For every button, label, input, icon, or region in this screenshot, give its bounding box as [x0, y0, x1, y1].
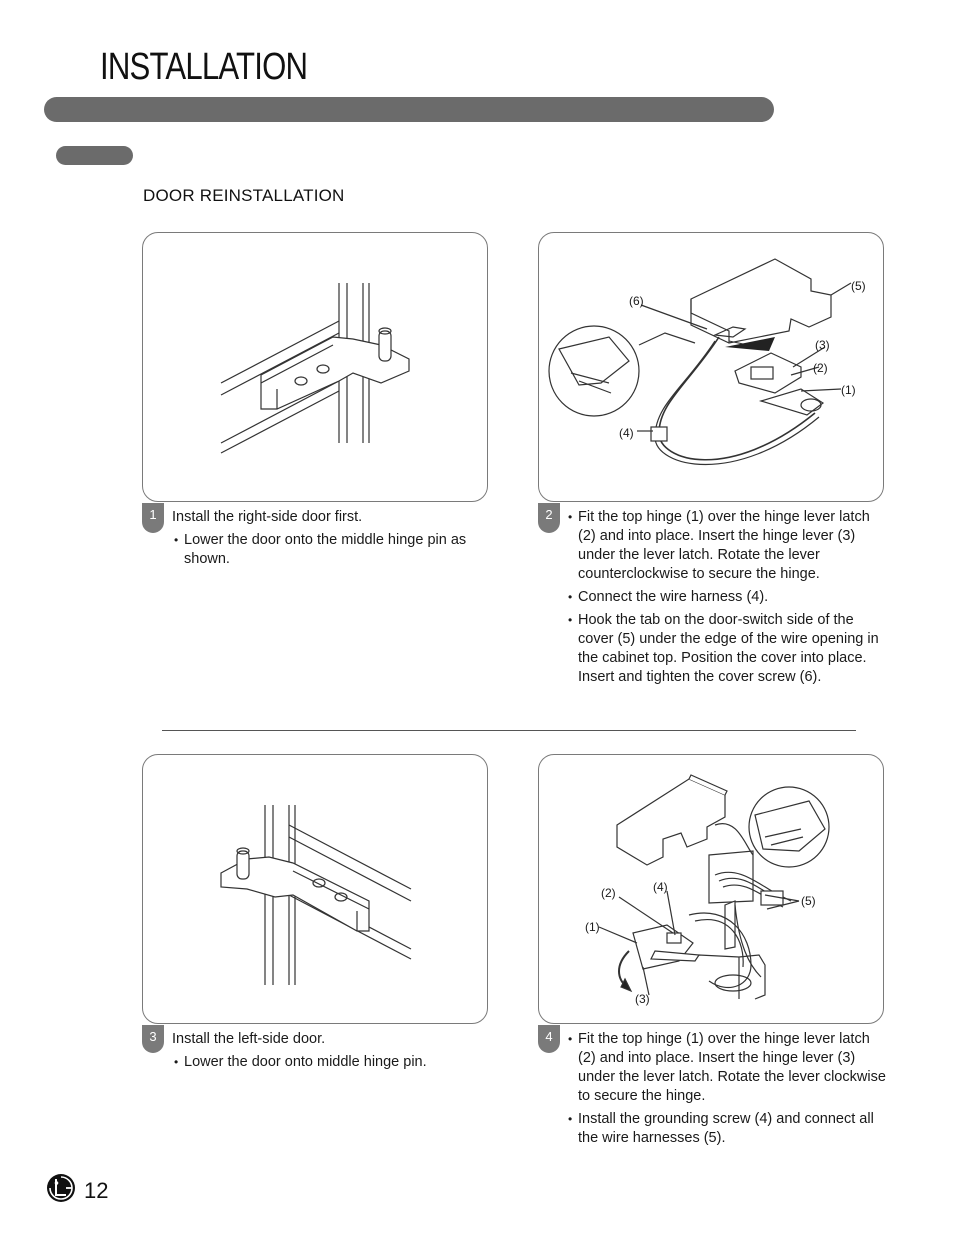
step-3-illustration-panel: [142, 754, 488, 1024]
step-1-intro: Install the right-side door first.: [172, 509, 363, 525]
step-4-bullet-1: • Fit the top hinge (1) over the hinge lever latch (2) and into place. Insert the hinge lever (3) under the lever latch. Rotate the lever clockwise to secure the hinge.: [568, 1030, 888, 1106]
step-4-illustration-panel: [538, 754, 884, 1024]
header-bar: [44, 97, 774, 122]
right-door-hinge-illustration: [143, 233, 488, 502]
step-3-bullet: • Lower the door onto middle hinge pin.: [174, 1053, 492, 1072]
callout-4: (4): [619, 426, 634, 440]
page-number: 12: [84, 1178, 109, 1203]
section-heading: DOOR REINSTALLATION: [143, 186, 345, 205]
callout-5: (5): [801, 894, 816, 908]
left-door-hinge-illustration: [143, 755, 488, 1024]
step-4-bullet-2: • Install the grounding screw (4) and connect all the wire harnesses (5).: [568, 1110, 888, 1148]
callout-5: (5): [851, 279, 866, 293]
step-2-illustration-panel: [538, 232, 884, 502]
callout-3: (3): [635, 992, 650, 1006]
callout-2: (2): [601, 886, 616, 900]
step-4-number: 4: [538, 1025, 560, 1053]
lg-logo-icon: [46, 1173, 76, 1203]
page-title: INSTALLATION: [100, 46, 308, 88]
step-1-text: [172, 508, 492, 573]
top-hinge-wiring-illustration: [539, 755, 884, 1024]
top-hinge-cover-illustration: [539, 233, 884, 502]
step-1-illustration-panel: [142, 232, 488, 502]
step-2-bullet-1: • Fit the top hinge (1) over the hinge lever latch (2) and into place. Insert the hinge lever (3) under the lever latch. Rotate the lever counterclockwise to secure the hinge.: [568, 508, 888, 584]
callout-6: (6): [629, 294, 644, 308]
step-1-number: 1: [142, 503, 164, 533]
step-2-number: 2: [538, 503, 560, 533]
callout-3: (3): [815, 338, 830, 352]
step-3-text: [172, 1030, 492, 1076]
step-2-bullet-2: • Connect the wire harness (4).: [568, 588, 888, 607]
step-3-number: 3: [142, 1025, 164, 1053]
callout-4: (4): [653, 880, 668, 894]
callout-2: (2): [813, 361, 828, 375]
callout-1: (1): [841, 383, 856, 397]
step-2-text: [568, 508, 888, 691]
step-3-intro: Install the left-side door.: [172, 1031, 326, 1047]
section-tab-bar: [56, 146, 133, 165]
step-2-bullet-3: • Hook the tab on the door-switch side of the cover (5) under the edge of the wire opening in the cabinet top. Position the cover into place. Insert and tighten the cover screw (6).: [568, 611, 888, 687]
step-4-text: [568, 1030, 888, 1152]
callout-1: (1): [585, 920, 600, 934]
section-divider: [162, 730, 856, 731]
step-1-bullet: • Lower the door onto the middle hinge pin as shown.: [174, 531, 492, 569]
